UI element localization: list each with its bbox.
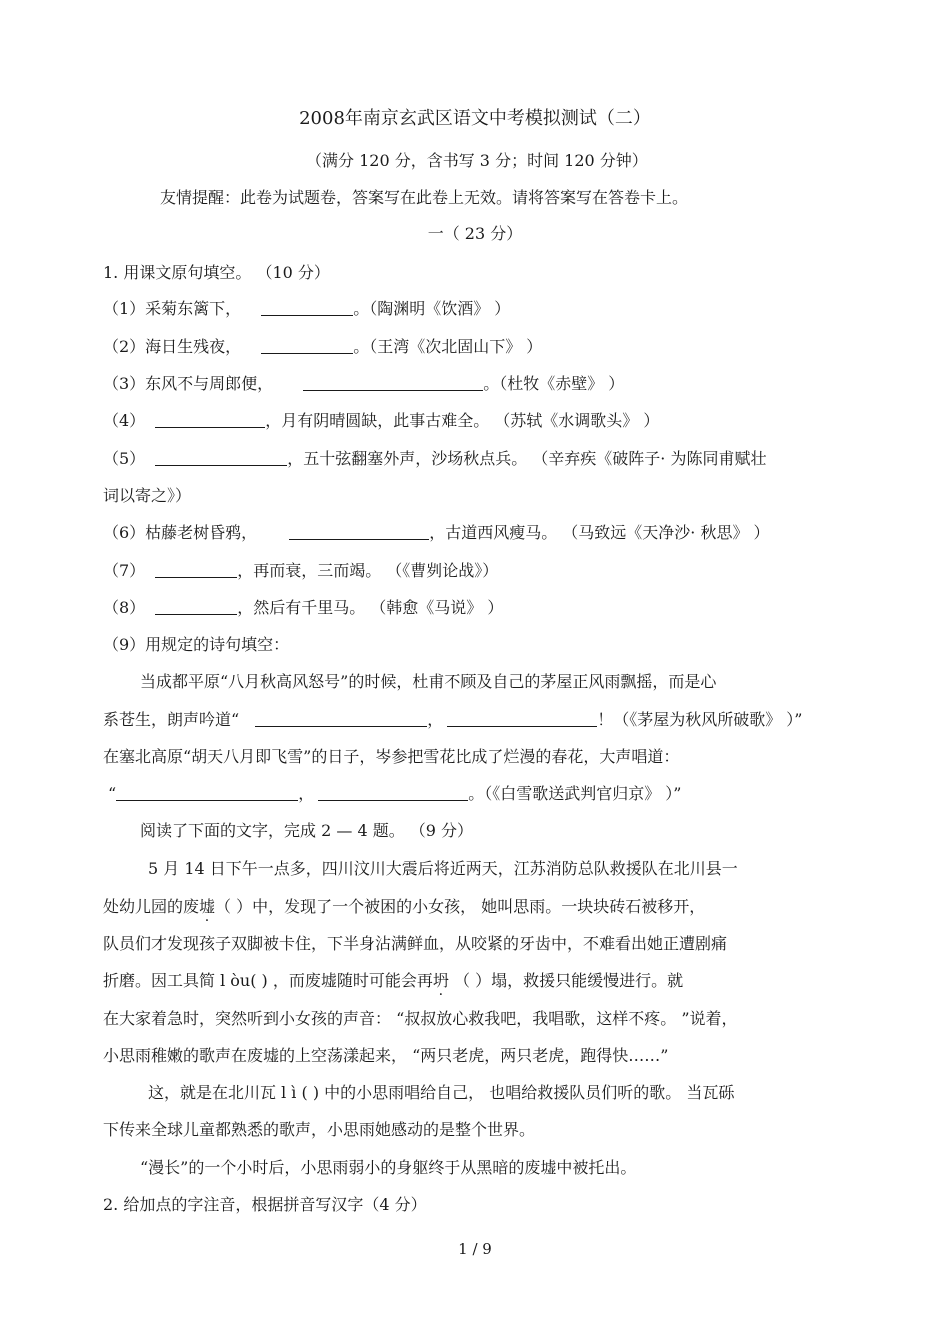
q1-item-5: （5） ，五十弦翻塞外声，沙场秋点兵。 （辛弃疾《破阵子· 为陈同甫赋壮 <box>103 449 767 468</box>
passage-line: 队员们才发现孩子双脚被卡住，下半身沾满鲜血，从咬紧的牙齿中，不难看出她正遭剧痛 <box>103 934 728 953</box>
blank[interactable] <box>155 411 265 428</box>
q2-heading: 2. 给加点的字注音，根据拼音写汉字（4 分） <box>103 1195 427 1214</box>
blank[interactable] <box>261 337 353 354</box>
passage-line: 这，就是在北川瓦 l ì ( ) 中的小思雨唱给自己， 也唱给救援队员们听的歌。 当瓦砾 <box>148 1083 735 1102</box>
blank[interactable] <box>155 561 237 578</box>
q1-item-9-para-4: “ ， 。（《白雪歌送武判官归京》 ）” <box>108 784 682 803</box>
blank[interactable] <box>447 710 597 727</box>
notice: 友情提醒：此卷为试题卷，答案写在此卷上无效。请将答案写在答卷卡上。 <box>160 188 689 207</box>
q1-item-4: （4） ，月有阴晴圆缺，此事古难全。 （苏轼《水调歌头》 ） <box>103 411 660 430</box>
passage-line: 5 月 14 日下午一点多，四川汶川大震后将近两天，江苏消防总队救援队在北川县一 <box>148 859 738 878</box>
passage-line: 下传来全球儿童都熟悉的歌声，小思雨她感动的是整个世界。 <box>103 1120 536 1139</box>
blank[interactable] <box>116 784 298 801</box>
blank[interactable] <box>155 598 237 615</box>
q1-item-7: （7） ，再而衰，三而竭。 （《曹刿论战》） <box>103 561 499 580</box>
passage-line: “漫长”的一个小时后，小思雨弱小的身躯终于从黑暗的废墟中被托出。 <box>140 1158 637 1177</box>
q1-item-2: （2）海日生残夜， 。（王湾《次北固山下》 ） <box>103 337 543 356</box>
q1-item-3: （3）东风不与周郎便， 。（杜牧《赤壁》 ） <box>103 374 625 393</box>
passage-line: 处幼儿园的废墟（ ）中，发现了一个被困的小女孩， 她叫思雨。一块块砖石被移开， <box>103 897 706 916</box>
dotted-char: 墟 <box>199 897 216 916</box>
exam-subtitle: （满分 120 分，含书写 3 分；时间 120 分钟） <box>306 151 648 170</box>
blank[interactable] <box>255 710 427 727</box>
blank[interactable] <box>303 374 483 391</box>
blank[interactable] <box>289 523 429 540</box>
q1-item-8: （8） ，然后有千里马。 （韩愈《马说》 ） <box>103 598 504 617</box>
dotted-char: 坍 <box>432 971 449 990</box>
passage-line: 小思雨稚嫩的歌声在废墟的上空荡漾起来， “两只老虎，两只老虎，跑得快……” <box>103 1046 669 1065</box>
q1-item-9-para-3: 在塞北高原“胡天八月即飞雪”的日子，岑参把雪花比成了烂漫的春花，大声唱道： <box>103 747 680 766</box>
q1-item-9-para-1: 当成都平原“八月秋高风怒号”的时候，杜甫不顾及自己的茅屋正风雨飘摇，而是心 <box>140 672 717 691</box>
section-heading: 一（ 23 分） <box>427 224 523 243</box>
passage-line: 在大家着急时，突然听到小女孩的声音： “叔叔放心救我吧，我唱歌，这样不疼。 ”说着， <box>103 1009 738 1028</box>
page-title: 2008年南京玄武区语文中考模拟测试（二） <box>299 108 651 129</box>
blank[interactable] <box>155 449 287 466</box>
q1-item-9-para-2: 系苍生，朗声吟道“ ， ！（《茅屋为秋风所破歌》 ）” <box>103 710 803 729</box>
q1-heading: 1. 用课文原句填空。 （10 分） <box>103 263 330 282</box>
q1-item-5-cont: 词以寄之》） <box>103 486 192 505</box>
blank[interactable] <box>318 784 468 801</box>
passage-line: 折磨。因工具简 l òu( ) ，而废墟随时可能会再坍 （ ）塌，救援只能缓慢进行。就 <box>103 971 684 990</box>
q1-item-6: （6）枯藤老树昏鸦， ，古道西风瘦马。 （马致远《天净沙· 秋思》 ） <box>103 523 770 542</box>
q1-item-1: （1）采菊东篱下， 。（陶渊明《饮酒》 ） <box>103 299 511 318</box>
page-number: 1 / 9 <box>458 1240 492 1258</box>
q1-item-9: （9）用规定的诗句填空： <box>103 635 290 654</box>
blank[interactable] <box>261 299 353 316</box>
reading-intro: 阅读了下面的文字，完成 2 — 4 题。 （9 分） <box>140 821 474 840</box>
